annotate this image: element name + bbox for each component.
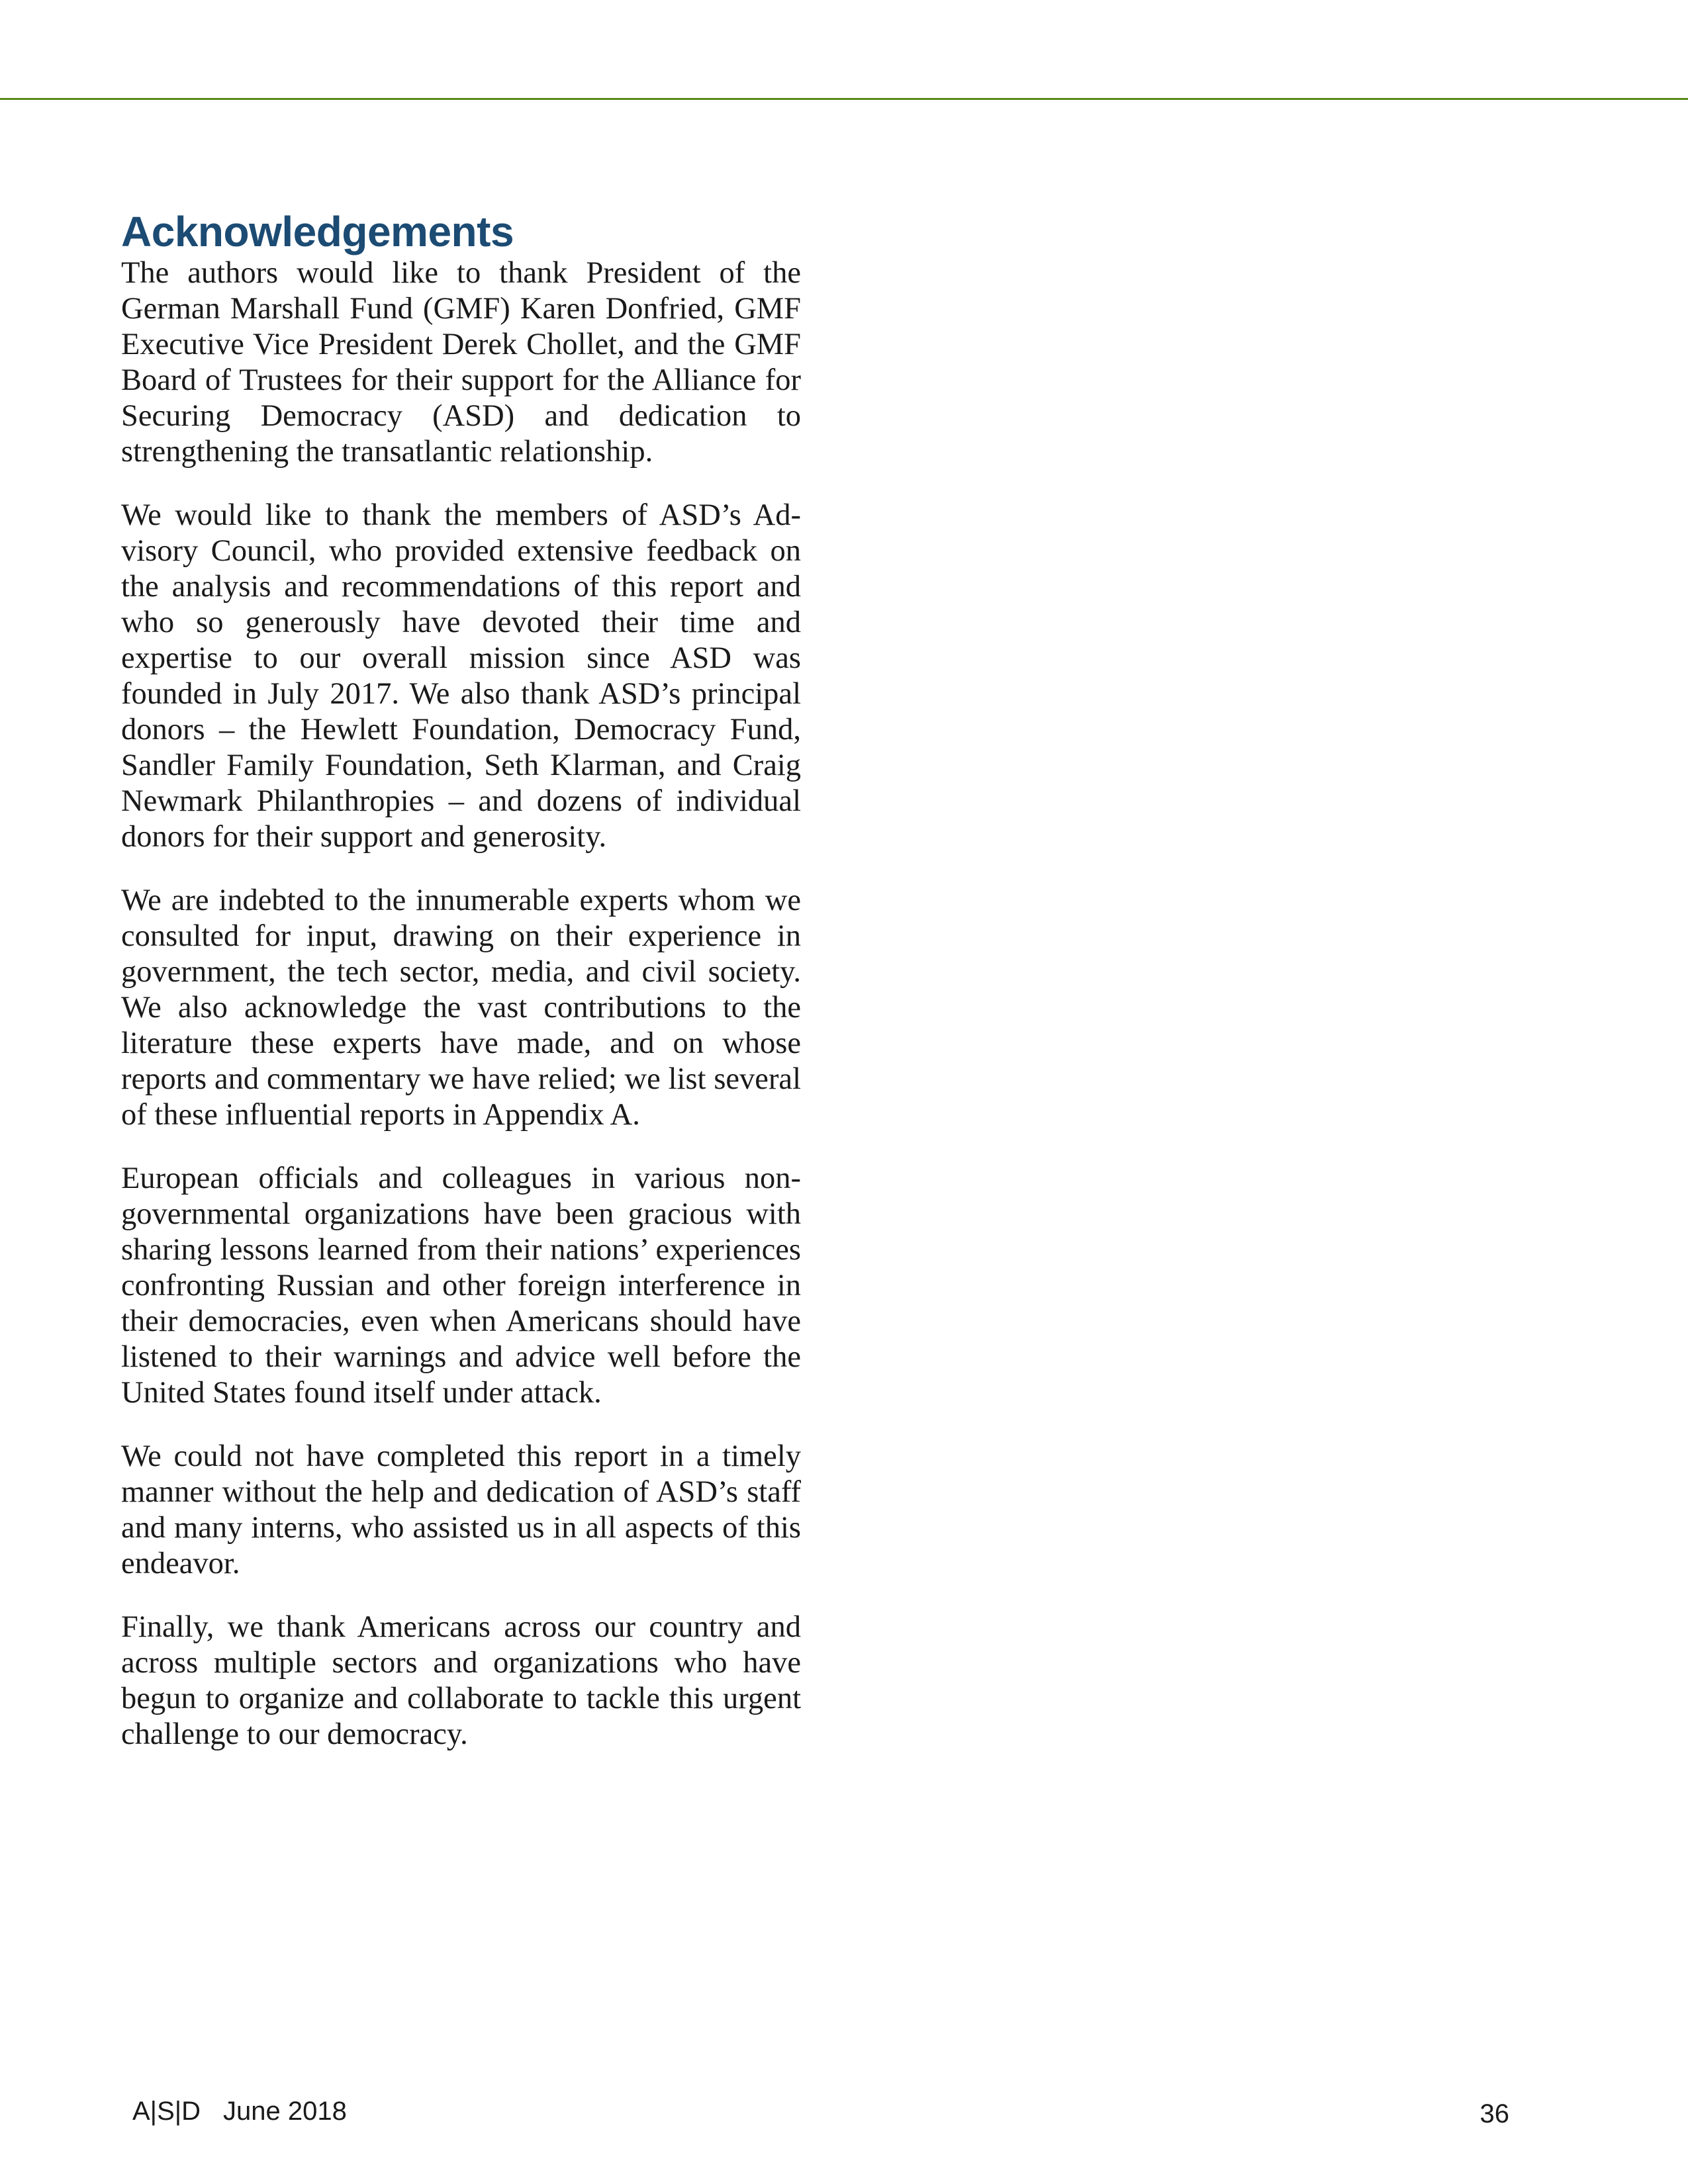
paragraph: The authors would like to thank President of the German Marshall Fund (GMF) Karen Donfried, GMF Executive Vice President Derek Chollet, and the GMF Board of Trustees for their support for the Alliance for Securing Democracy (ASD) and dedication to strengthening the transatlantic relationship. <box>121 256 801 469</box>
footer-publication <box>132 2097 347 2126</box>
paragraph: We are indebted to the innumerable experts whom we consulted for input, drawing on their experience in government, the tech sector, media, and civil society. We also acknowledge the vast contributions to the literature these experts have made, and on whose reports and commentary we have relied; we list several of these influential reports in Appendix A. <box>121 884 801 1132</box>
paragraph: Finally, we thank Americans across our country and across multiple sectors and organizations who have begun to organize and collaborate to tackle this urgent challenge to our democracy. <box>121 1610 801 1751</box>
paragraph: We could not have completed this report in a timely manner without the help and dedication of ASD’s staff and many interns, who assisted us in all aspects of this endeavor. <box>121 1439 801 1580</box>
footer-date: June 2018 <box>223 2097 347 2126</box>
acknowledgements-section <box>121 210 801 1780</box>
section-heading: Acknowledgements <box>121 208 514 255</box>
page-number: 36 <box>1479 2099 1509 2128</box>
footer-org: A|S|D <box>132 2097 201 2126</box>
header-rule <box>0 98 1688 100</box>
paragraph: We would like to thank the members of ASD’s Advisory Council, who provided extensive feedback on the analysis and recommendations of this report and who so generously have devoted their time and expertise to our overall mission since ASD was founded in July 2017. We also thank ASD’s principal donors – the Hewlett Foundation, Democracy Fund, Sandler Family Foundation, Seth Klarman, and Craig Newmark Philanthropies – and dozens of individual donors for their support and generosity. <box>121 498 801 854</box>
paragraph: European officials and colleagues in various nongovernmental organizations have been gracious with sharing lessons learned from their nations’ experiences confronting Russian and other foreign interference in their democracies, even when Americans should have listened to their warnings and advice well before the United States found itself under attack. <box>121 1161 801 1410</box>
